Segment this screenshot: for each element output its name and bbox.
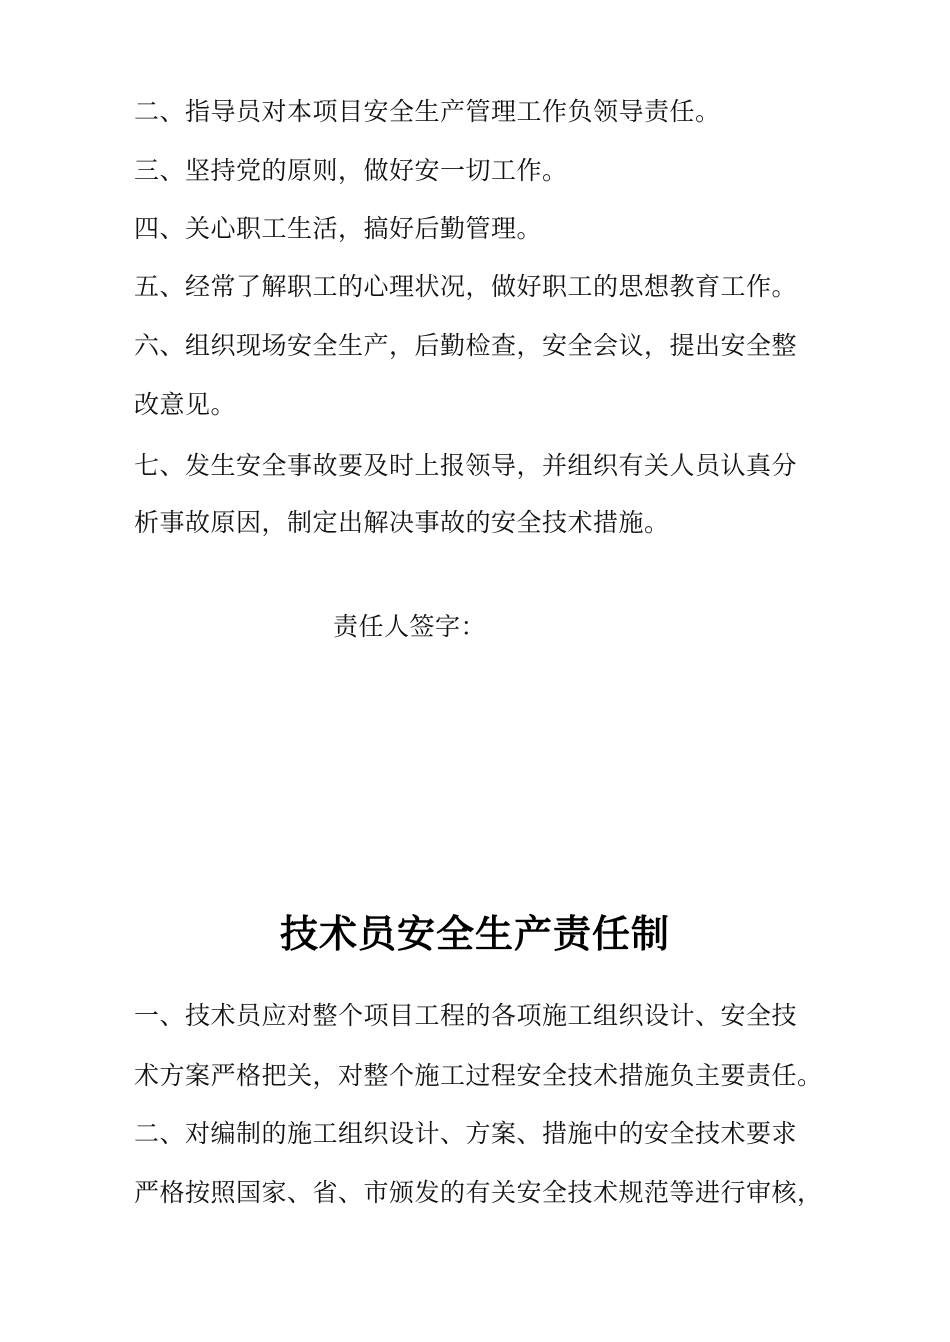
clause-7-text-line1: 七、发生安全事故要及时上报领导，并组织有关人员认真分 (134, 451, 798, 480)
signature-label: 责任人签字： (333, 612, 487, 641)
tech-clause-1-line2: 术方案严格把关，对整个施工过程安全技术措施负主要责任。 (134, 1061, 823, 1090)
clause-2-text: 二、指导员对本项目安全生产管理工作负领导责任。 (134, 97, 721, 126)
clause-6-text-line1: 六、组织现场安全生产，后勤检查，安全会议，提出安全整 (134, 331, 798, 360)
clause-4-text: 四、关心职工生活，搞好后勤管理。 (134, 214, 543, 243)
tech-clause-2-line1: 二、对编制的施工组织设计、方案、措施中的安全技术要求 (134, 1119, 798, 1148)
tech-clause-2-line2: 严格按照国家、省、市颁发的有关安全技术规范等进行审核， (134, 1178, 823, 1207)
clause-5-text: 五、经常了解职工的心理状况，做好职工的思想教育工作。 (134, 272, 798, 301)
clause-3-text: 三、坚持党的原则，做好安一切工作。 (134, 156, 568, 185)
clause-6-text-line2: 改意见。 (134, 390, 237, 419)
clause-7-text-line2: 析事故原因，制定出解决事故的安全技术措施。 (134, 508, 670, 537)
tech-clause-1-line1: 一、技术员应对整个项目工程的各项施工组织设计、安全技 (134, 1001, 798, 1030)
section-title: 技术员安全生产责任制 (279, 912, 670, 956)
